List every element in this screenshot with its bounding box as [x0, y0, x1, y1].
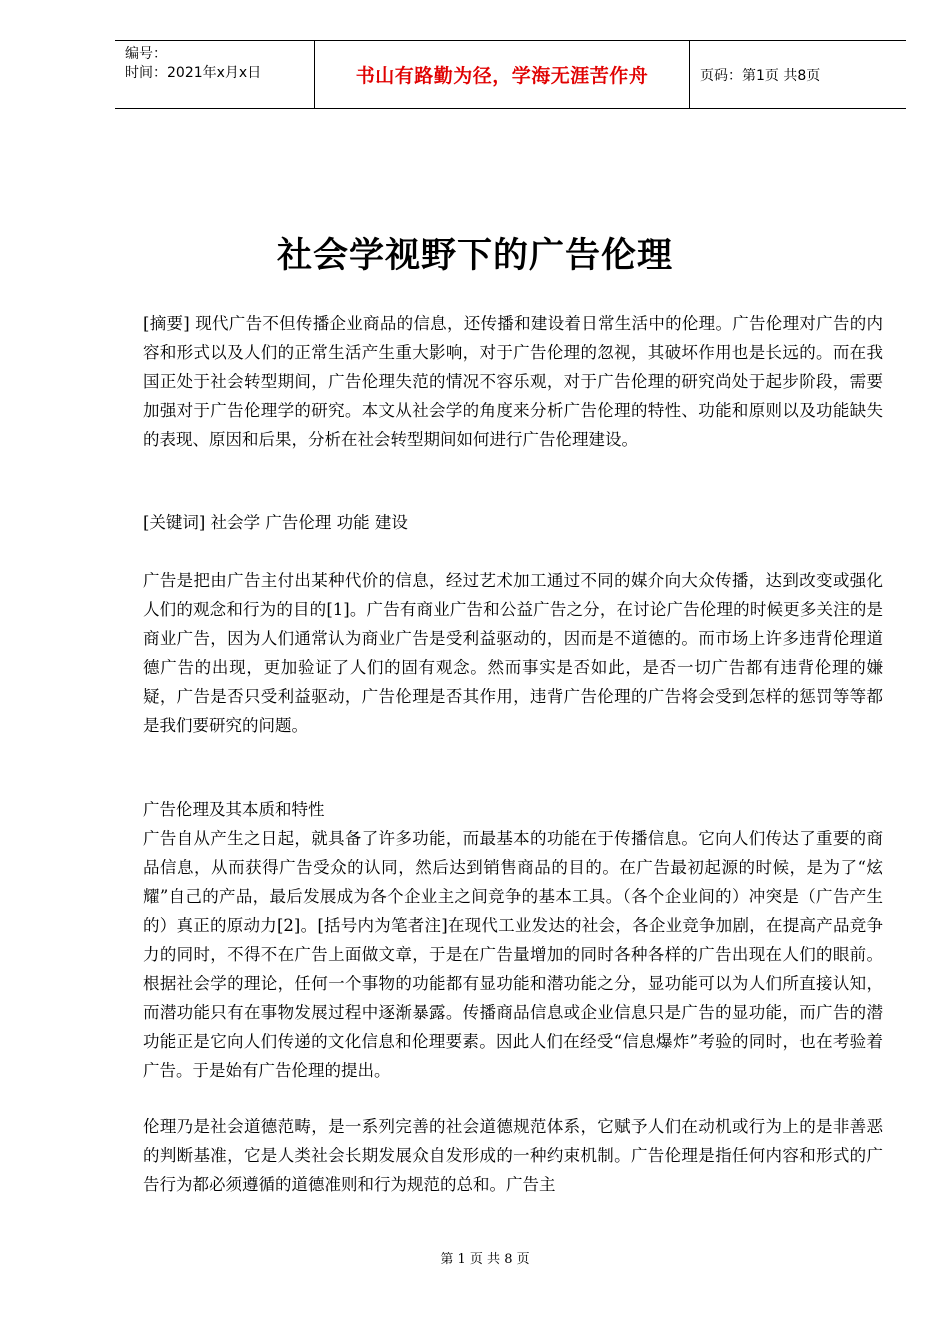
section-paragraph-1: 广告自从产生之日起，就具备了许多功能，而最基本的功能在于传播信息。它向人们传达了重要的商品信息，从而获得广告受众的认同，然后达到销售商品的目的。在广告最初起源的时候，是为了“炫耀”自己的产品，最后发展成为各个企业主之间竞争的基本工具。（各个企业间的）冲突是（广告产生的）真正的原动力[2]。[括号内为笔者注]在现代工业发达的社会，各企业竞争加剧，在提高产品竞争力的同时，不得不在广告上面做文章，于是在广告量增加的同时各种各样的广告出现在人们的眼前。根据社会学的理论，任何一个事物的功能都有显功能和潜功能之分，显功能可以为人们所直接认知，而潜功能只有在事物发展过程中逐渐暴露。传播商品信息或企业信息只是广告的显功能，而广告的潜功能正是它向人们传递的文化信息和伦理要素。因此人们在经受“信息爆炸”考验的同时，也在考验着广告。于是始有广告伦理的提出。 — [143, 829, 883, 1080]
section-heading: 广告伦理及其本质和特性 — [143, 800, 325, 819]
document-title: 社会学视野下的广告伦理 — [276, 236, 673, 276]
header-meta — [115, 41, 315, 108]
time-label: 时间：2021年x月x日 — [125, 65, 262, 81]
abstract-paragraph: [摘要] 现代广告不但传播企业商品的信息，还传播和建设着日常生活中的伦理。广告伦理对广告的内容和形式以及人们的正常生活产生重大影响，对于广告伦理的忽视，其破坏作用也是长远的。而在我国正处于社会转型期间，广告伦理失范的情况不容乐观，对于广告伦理的研究尚处于起步阶段，需要加强对于广告伦理学的研究。本文从社会学的角度来分析广告伦理的特性、功能和原则以及功能缺失的表现、原因和后果，分析在社会转型期间如何进行广告伦理建设。 — [143, 314, 883, 449]
section-paragraph-2: 伦理乃是社会道德范畴，是一系列完善的社会道德规范体系，它赋予人们在动机或行为上的是非善恶的判断基准，它是人类社会长期发展众自发形成的一种约束机制。广告伦理是指任何内容和形式的广告行为都必须遵循的道德准则和行为规范的总和。广告主 — [143, 1117, 883, 1194]
page-footer: 第 1 页 共 8 页 — [440, 1252, 530, 1267]
page-header — [115, 40, 906, 109]
number-label: 编号： — [125, 46, 167, 62]
intro-paragraph: 广告是把由广告主付出某种代价的信息，经过艺术加工通过不同的媒介向大众传播，达到改变或强化人们的观念和行为的目的[1]。广告有商业广告和公益广告之分，在讨论广告伦理的时候更多关注的是商业广告，因为人们通常认为商业广告是受利益驱动的，因而是不道德的。而市场上许多违背伦理道德广告的出现，更加验证了人们的固有观念。然而事实是否如此，是否一切广告都有违背伦理的嫌疑，广告是否只受利益驱动，广告伦理是否其作用，违背广告伦理的广告将会受到怎样的惩罚等等都是我们要研究的问题。 — [143, 571, 883, 735]
header-motto: 书山有路勤为径，学海无涯苦作舟 — [315, 41, 690, 108]
keywords-line: [关键词] 社会学 广告伦理 功能 建设 — [143, 513, 408, 532]
header-page-info: 页码：第1页 共8页 — [700, 67, 821, 84]
